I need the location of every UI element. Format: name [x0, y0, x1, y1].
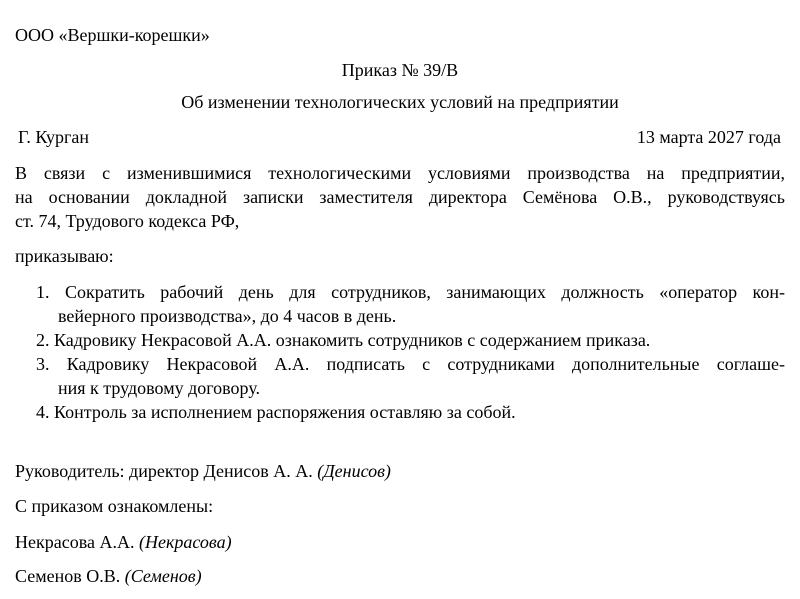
order-word: приказываю:	[15, 246, 114, 266]
head-signature-line	[15, 460, 391, 482]
head-label: Руководитель: директор Денисов А. А.	[15, 461, 313, 481]
head-signature: (Денисов)	[317, 461, 391, 481]
list-item-2: 2. Кадровику Некрасовой А.А. ознакомить сотрудников с содержанием приказа.	[36, 330, 651, 350]
city: Г. Курган	[18, 127, 90, 147]
acquainted-signature: (Некрасова)	[138, 532, 232, 552]
preamble-line-3: ст. 74, Трудового кодекса РФ,	[15, 211, 240, 231]
list-item-3-line-2: ния к трудовому договору.	[58, 378, 261, 398]
preamble-line-2: на основании докладной записки заместителя директора Семёнова О.В., руководствуясь	[15, 187, 785, 207]
list-item-4: 4. Контроль за исполнением распоряжения оставляю за собой.	[36, 402, 516, 422]
acquainted-label: С приказом ознакомлены:	[15, 496, 214, 516]
acquainted-signature: (Семенов)	[124, 566, 202, 586]
organization-name: ООО «Вершки-корешки»	[15, 25, 210, 45]
list-item-1-line-1: 1. Сократить рабочий день для сотрудников, занимающих должность «оператор кон-	[36, 282, 785, 302]
order-title: Приказ № 39/В	[341, 60, 459, 80]
acquainted-name: Семенов О.В.	[15, 566, 121, 586]
acquainted-row	[15, 565, 202, 587]
order-date: 13 марта 2027 года	[636, 127, 781, 147]
list-item-1-line-2: вейерного производства», до 4 часов в день.	[58, 306, 397, 326]
acquainted-name: Некрасова А.А.	[15, 532, 135, 552]
order-subject: Об изменении технологических условий на предприятии	[181, 92, 619, 112]
acquainted-row	[15, 531, 232, 553]
list-item-3-line-1: 3. Кадровику Некрасовой А.А. подписать с сотрудниками дополнительные соглаше-	[36, 354, 785, 374]
preamble-line-1: В связи с изменившимися технологическими условиями производства на предприятии,	[15, 163, 785, 183]
